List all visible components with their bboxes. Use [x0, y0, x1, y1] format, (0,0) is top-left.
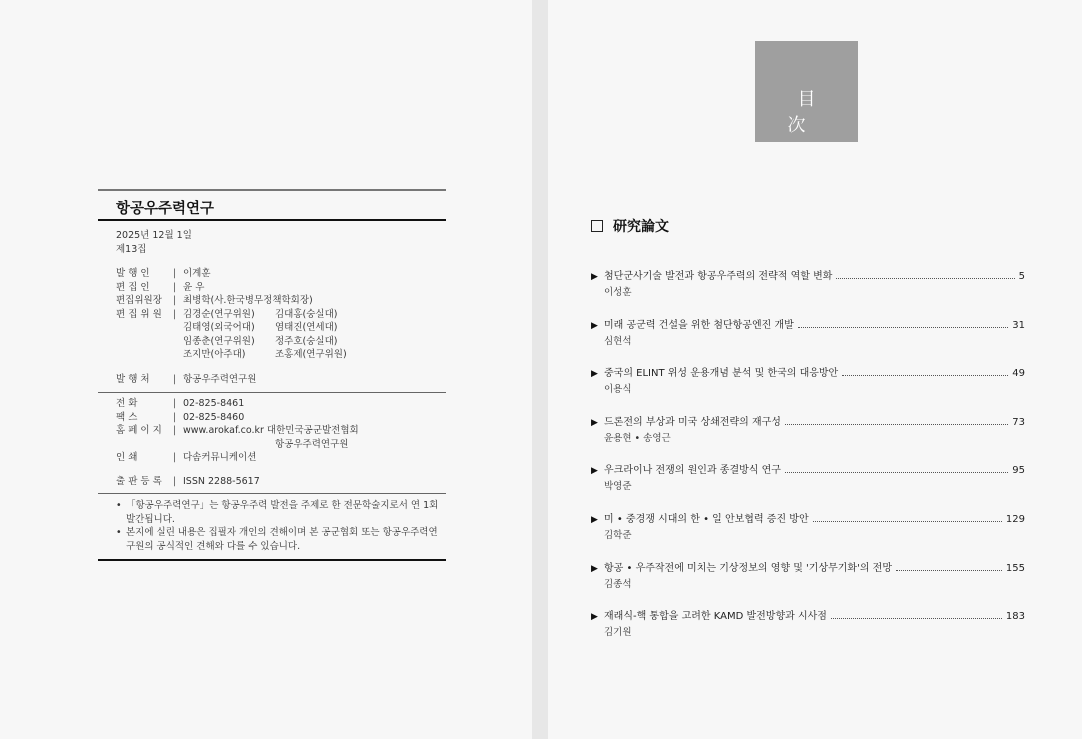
committee-row: [116, 335, 446, 349]
toc-page[interactable]: 155: [1005, 562, 1025, 574]
print-value: 다솜커뮤니케이션: [183, 452, 257, 463]
triangle-icon: ▶: [591, 272, 598, 282]
toc-title[interactable]: 첨단군사기술 발전과 항공우주력의 전략적 역할 변화: [604, 271, 833, 282]
dot-leader: [896, 561, 1002, 571]
toc-entry[interactable]: [591, 561, 1025, 610]
colophon: [98, 189, 446, 561]
left-page: [0, 0, 532, 739]
separator: |: [173, 268, 177, 279]
toc-entry[interactable]: [591, 366, 1025, 415]
homepage-row: [116, 424, 446, 438]
staff-label: 편 집 위 원: [116, 308, 162, 320]
toc-author: 김학준: [604, 529, 632, 541]
staff-label: 발 행 인: [116, 268, 150, 279]
triangle-icon: ▶: [591, 466, 598, 477]
toc-entry[interactable]: [591, 269, 1025, 318]
separator: |: [173, 281, 177, 293]
homepage-value-2: 항공우주력연구원: [275, 438, 349, 450]
committee-row: [116, 348, 446, 362]
toc-page[interactable]: 95: [1012, 465, 1025, 477]
toc-title[interactable]: 중국의 ELINT 위성 운용개념 분석 및 한국의 대응방안: [604, 368, 839, 380]
publish-date: 2025년 12월 1일: [116, 230, 192, 241]
phone-row: [116, 397, 446, 411]
bullet: •: [116, 527, 122, 538]
triangle-icon: ▶: [591, 612, 598, 623]
committee-member: 김대홍(숭실대): [275, 308, 338, 320]
toc-entry[interactable]: [591, 609, 1025, 658]
fax-label: 팩 스: [116, 411, 138, 423]
separator: |: [173, 425, 177, 436]
homepage-row-2: [116, 438, 446, 452]
section-title: 研究論文: [613, 219, 669, 235]
toc-author: 윤용현 • 송영근: [604, 432, 671, 444]
committee-pair: [183, 321, 446, 335]
committee-member: 김태영(외국어대): [183, 322, 255, 333]
staff-row-committee: [116, 308, 446, 322]
committee-row: [116, 321, 446, 335]
dot-leader: [813, 512, 1002, 522]
print-row: [116, 451, 446, 465]
toc-title[interactable]: 미 • 중경쟁 시대의 한 • 일 안보협력 증진 방안: [604, 513, 809, 525]
square-icon: [591, 220, 603, 232]
toc-author: 김종석: [604, 578, 632, 590]
committee-pair: [183, 308, 446, 322]
separator: |: [173, 475, 177, 487]
fax-value: 02-825-8460: [183, 411, 245, 423]
staff-row-publisher: [116, 267, 446, 281]
separator: |: [173, 373, 177, 385]
toc-author: 이성훈: [604, 287, 632, 298]
toc-author: 심현석: [604, 335, 632, 347]
committee-member: 조홍제(연구위원): [275, 349, 347, 360]
toc-title[interactable]: 드론전의 부상과 미국 상쇄전략의 재구성: [604, 416, 781, 428]
toc-author: 박영준: [604, 481, 632, 493]
toc-entry[interactable]: [591, 415, 1025, 464]
print-label: 인 쇄: [116, 452, 138, 463]
note-text: 「항공우주력연구」는 항공우주력 발전을 주제로 한 전문학술지로서 연 1회 발간됩니다.: [126, 500, 439, 525]
staff-label: 편 집 인: [116, 281, 150, 293]
staff-row-chief-editor: [116, 294, 446, 308]
committee-member: 정주호(숭실대): [275, 335, 338, 347]
note-item: [116, 499, 446, 526]
date-block: [98, 221, 446, 256]
triangle-icon: ▶: [591, 320, 598, 331]
toc-entry[interactable]: [591, 318, 1025, 367]
registration-block: [98, 475, 446, 492]
toc-page[interactable]: 5: [1018, 271, 1025, 282]
staff-value: 윤 우: [183, 281, 205, 293]
committee-pair: [183, 335, 446, 349]
triangle-icon: ▶: [591, 417, 598, 428]
bottom-rule: [98, 559, 446, 561]
toc-entry[interactable]: [591, 512, 1025, 561]
toc-entry[interactable]: [591, 463, 1025, 512]
toc-author: 김기원: [604, 627, 632, 639]
dot-leader: [785, 463, 1008, 473]
toc-list: [591, 269, 1025, 658]
contact-block: [98, 393, 446, 465]
separator: |: [173, 452, 177, 463]
contents-title-box: [755, 41, 858, 142]
toc-title[interactable]: 항공 • 우주작전에 미치는 기상정보의 영향 및 '기상무기화'의 전망: [604, 562, 892, 574]
toc-page[interactable]: 31: [1012, 319, 1025, 331]
toc-title[interactable]: 우크라이나 전쟁의 원인과 종결방식 연구: [604, 465, 781, 477]
toc-page[interactable]: 129: [1005, 513, 1025, 525]
separator: |: [173, 308, 177, 320]
separator: |: [173, 398, 177, 409]
fax-row: [116, 411, 446, 425]
issn-value: ISSN 2288-5617: [183, 475, 260, 487]
committee-pair: [183, 348, 446, 362]
publisher-name: 항공우주력연구원: [183, 373, 257, 385]
phone-value: 02-825-8461: [183, 398, 245, 409]
note-text: 본지에 실린 내용은 집필자 개인의 견해이며 본 공군협회 또는 항공우주력연구원의 공식적인 견해와 다를 수 있습니다.: [126, 527, 438, 552]
committee-member: 조지만(아주대): [183, 349, 246, 360]
toc-page[interactable]: 49: [1012, 368, 1025, 380]
committee-member: 임종춘(연구위원): [183, 335, 255, 347]
triangle-icon: ▶: [591, 563, 598, 574]
notes-block: [98, 494, 446, 559]
toc-page[interactable]: 73: [1012, 416, 1025, 428]
journal-title: 항공우주력연구: [116, 201, 215, 217]
publisher-row: [116, 373, 446, 387]
homepage-label: 홈 페 이 지: [116, 425, 162, 436]
note-item: [116, 526, 446, 553]
registration-row: [116, 475, 446, 489]
toc-title[interactable]: 재래식-핵 통합을 고려한 KAMD 발전방향과 시사점: [604, 611, 827, 623]
toc-page[interactable]: 183: [1005, 611, 1025, 623]
registration-label: 출 판 등 록: [116, 475, 162, 487]
toc-author: 이용식: [604, 384, 632, 396]
staff-row-editor: [116, 281, 446, 295]
dot-leader: [798, 318, 1008, 328]
committee-member: 김경순(연구위원): [183, 308, 255, 320]
contents-heading: 目 次: [787, 89, 836, 136]
dot-leader: [836, 269, 1014, 279]
staff-label: 편집위원장: [116, 295, 162, 306]
right-page: [548, 0, 1082, 739]
publisher-label: 발 행 처: [116, 373, 150, 385]
toc-title[interactable]: 미래 공군력 건설을 위한 첨단항공엔진 개발: [604, 319, 794, 331]
staff-value: 이계훈: [183, 268, 211, 279]
section-heading: [591, 216, 669, 236]
staff-value: 최병학(사.한국병무정책학회장): [183, 295, 313, 306]
dot-leader: [831, 609, 1002, 619]
homepage-value: www.arokaf.co.kr 대한민국공군발전협회: [183, 425, 359, 436]
triangle-icon: ▶: [591, 514, 598, 525]
separator: |: [173, 411, 177, 423]
triangle-icon: ▶: [591, 369, 598, 380]
committee-member: 염태진(연세대): [275, 322, 338, 333]
phone-label: 전 화: [116, 398, 138, 409]
staff-list: [98, 267, 446, 362]
dot-leader: [842, 366, 1008, 376]
dot-leader: [785, 415, 1008, 425]
bullet: •: [116, 500, 122, 511]
publisher-block: [98, 373, 446, 391]
separator: |: [173, 295, 177, 306]
issue-number: 제13집: [116, 243, 147, 255]
